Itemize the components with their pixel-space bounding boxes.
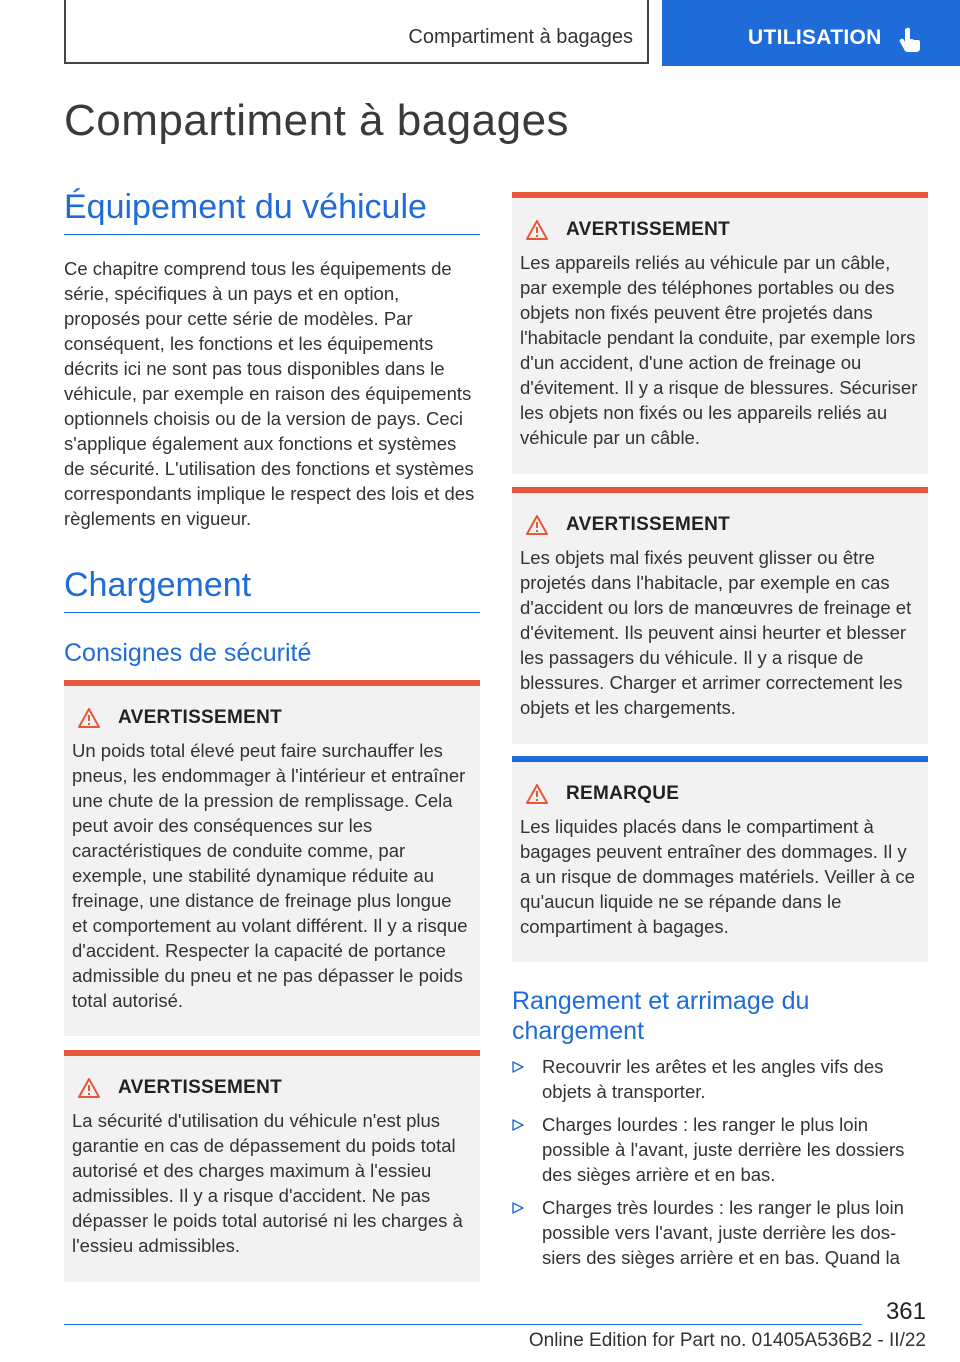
list-item-text: Charges lourdes : les ranger le plus loin possible à l'avant, juste derrière les dossiers des sièges arrière et en bas. — [542, 1114, 905, 1185]
warning-text: Les appareils reliés au véhicule par un câble, par exemple des téléphones portables ou des objets non fixés peuvent être projetés dans l'habitacle pendant la conduite, par exemple lors d'un accident, d'une action de freinage ou d'évitement. Il y a risque de blessures. Sécuriser les objets non fixés ou les appareils reliés au véhicule par un câble. — [520, 252, 918, 448]
warning-label: AVERTISSEMENT — [566, 514, 731, 535]
heading-consignes: Consignes de sécurité — [64, 639, 312, 667]
header-section-box — [64, 0, 649, 64]
footer-rule — [64, 1324, 862, 1325]
edition-text: Online Edition for Part no. 01405A536B2 - II/22 — [528, 1330, 926, 1351]
warning-box — [512, 487, 928, 744]
list-item — [512, 1112, 928, 1187]
warning-triangle-icon — [526, 515, 548, 535]
warning-text: Les objets mal fixés peuvent glisser ou être projetés dans l'habitacle, par exemple en cas d'accident ou lors de manœuvres de freinage et d'évitement. Ils peuvent ainsi heurter et blesser les passagers du véhicule. Il y a risque de blessures. Charger et arrimer correctement les objets et les chargements. — [520, 547, 912, 718]
warning-box — [64, 1050, 480, 1282]
header-section-title: Compartiment à bagages — [408, 26, 633, 48]
list-item-text: Charges très lourdes : les ranger le plus loin possible vers l'avant, juste derrière les dossiers des sièges arrière et en bas. Quand la — [542, 1197, 904, 1268]
bullet-triangle-icon — [512, 1061, 524, 1073]
heading-rule — [64, 234, 480, 235]
note-box — [512, 756, 928, 962]
warning-text: La sécurité d'utilisation du véhicule n'est plus garantie en cas de dépassement du poids total autorisé et des charges maximum à l'essieu admissibles. Il y a risque d'accident. Ne pas dépasser le poids total autorisé ni les charges à l'essieu admissibles. — [72, 1110, 463, 1256]
header-chapter-tab[interactable] — [662, 0, 960, 66]
note-text: Les liquides placés dans le compartiment à bagages peuvent entraîner des dommages. Il y a un risque de dommages matériels. Veiller à ce qu'aucun liquide ne se répande dans le compartiment à bagages. — [520, 816, 915, 937]
warning-box — [512, 192, 928, 474]
list-item — [512, 1195, 928, 1270]
heading-rule — [64, 612, 480, 613]
heading-rangement: Rangement et arrimage du chargement — [512, 987, 810, 1045]
equipement-text: Ce chapitre comprend tous les équipements de série, spécifiques à un pays et en option, proposés pour cette série de modèles. Par conséquent, les fonctions et les équipements décrits ici ne sont pas tous disponibles dans le véhicule, par exemple en raison des équipements optionnels choisis ou de la version de pays. Ceci s'applique également aux fonctions et systèmes de sécurité. L'utilisation des fonctions et systèmes correspondants implique le respect des lois et des règlements en vigueur. — [64, 258, 475, 529]
bullet-triangle-icon — [512, 1202, 524, 1214]
warning-triangle-icon — [78, 708, 100, 728]
warning-box — [64, 680, 480, 1036]
heading-chargement: Chargement — [64, 566, 252, 604]
heading-equipement: Équipement du véhicule — [64, 188, 427, 226]
page-title: Compartiment à bagages — [64, 96, 570, 145]
note-label: REMARQUE — [566, 783, 680, 804]
bullet-triangle-icon — [512, 1119, 524, 1131]
header-chapter-label: UTILISATION — [748, 26, 882, 49]
warning-label: AVERTISSEMENT — [118, 707, 283, 728]
warning-triangle-icon — [526, 220, 548, 240]
warning-label: AVERTISSEMENT — [566, 219, 731, 240]
rangement-list — [512, 1054, 928, 1278]
note-triangle-icon — [526, 784, 548, 804]
warning-label: AVERTISSEMENT — [118, 1077, 283, 1098]
list-item-text: Recouvrir les arêtes et les angles vifs des objets à transporter. — [542, 1056, 884, 1102]
page-number: 361 — [885, 1298, 926, 1325]
list-item — [512, 1054, 928, 1104]
warning-text: Un poids total élevé peut faire surchauffer les pneus, les endommager à l'intérieur et entraîner une chute de la pression de remplissage. Cela peut avoir des conséquences sur les caractéristiques de conduite comme, par exemple, une stabilité dynamique réduite au freinage, une distance de freinage plus longue et comportement au volant différent. Il y a risque d'accident. Respecter la capacité de portance admissible du pneu et ne pas dépasser le poids total autorisé. — [72, 740, 468, 1011]
warning-triangle-icon — [78, 1078, 100, 1098]
hand-pointer-icon — [898, 26, 922, 54]
